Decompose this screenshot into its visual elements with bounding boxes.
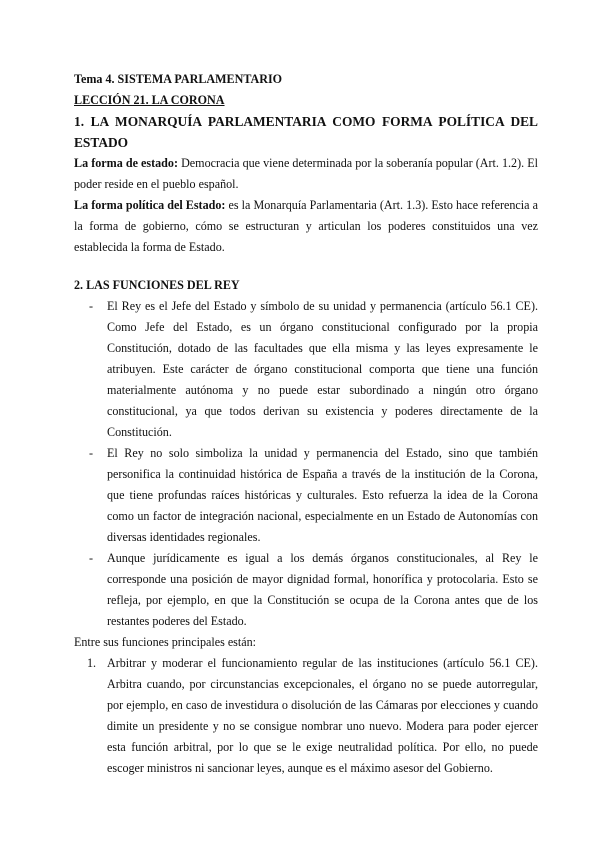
list-item: - El Rey no solo simboliza la unidad y permanencia del Estado, sino que también personifica la continuidad histórica de España a través de la institución de la Corona, que tiene profundas raíces históricas y culturales. Esto refuerza la idea de la Corona como un factor de integración nacional, especialmente en un Estado de Autonomías con diversas identidades regionales. bbox=[89, 446, 538, 544]
lesson-title: LECCIÓN 21. LA CORONA bbox=[74, 93, 225, 107]
list-item bbox=[74, 653, 538, 779]
bullet-text: Aunque jurídicamente es igual a los demás órganos constitucionales, al Rey le corresponde una posición de mayor dignidad formal, honorífica y protocolaria. Esto se refleja, por ejemplo, en que la Constitución se ocupa de la Corona antes que de los restantes poderes del Estado. bbox=[107, 551, 538, 628]
list-item: - Aunque jurídicamente es igual a los demás órganos constitucionales, al Rey le corresponde una posición de mayor dignidad formal, honorífica y protocolaria. Esto se refleja, por ejemplo, en que la Constitución se ocupa de la Corona antes que de los restantes poderes del Estado. bbox=[89, 551, 538, 628]
list-item: - El Rey es el Jefe del Estado y símbolo de su unidad y permanencia (artículo 56.1 CE). Como Jefe del Estado, es un órgano constitucional configurado por la propia Constitución, dotado de las facultades que ella misma y las leyes expresamente le atribuyen. Este carácter de órgano constitucional comporta que tiene una función materialmente autónoma y no puede estar subordinado a ningún otro órgano constitucional, ya que todos derivan su existencia y poderes directamente de la Constitución. bbox=[89, 299, 538, 439]
bullet-text: El Rey es el Jefe del Estado y símbolo de su unidad y permanencia (artículo 56.1 CE). Como Jefe del Estado, es un órgano constitucional configurado por la propia Constitución, dotado de las facultades que ella misma y las leyes expresamente le atribuyen. Este carácter de órgano constitucional comporta que tiene una función materialmente autónoma y no puede estar subordinado a ningún otro órgano constitucional, ya que todos derivan su existencia y poderes directamente de la Constitución. bbox=[107, 299, 538, 439]
function-number: 1. bbox=[87, 656, 97, 670]
political-form-label: La forma política del Estado: bbox=[74, 198, 226, 212]
section1-heading: 1. LA MONARQUÍA PARLAMENTARIA COMO FORMA POLÍTICA DEL ESTADO bbox=[74, 114, 538, 150]
state-form-label: La forma de estado: bbox=[74, 156, 178, 170]
state-form-text: Democracia que viene determinada por la soberanía popular (Art. 1.2). El poder reside en el pueblo español. bbox=[74, 156, 538, 191]
political-form-text: es la Monarquía Parlamentaria (Art. 1.3). Esto hace referencia a la forma de gobierno, cómo se estructuran y articulan los poderes constituidos una vez establecida la forma de Estado. bbox=[74, 198, 538, 254]
political-form-paragraph bbox=[74, 195, 538, 258]
topic-title: Tema 4. SISTEMA PARLAMENTARIO bbox=[74, 72, 283, 86]
bullet-text: El Rey no solo simboliza la unidad y permanencia del Estado, sino que también personifica la continuidad histórica de España a través de la institución de la Corona, que tiene profundas raíces históricas y culturales. Esto refuerza la idea de la Corona como un factor de integración nacional, especialmente en un Estado de Autonomías con diversas identidades regionales. bbox=[107, 446, 538, 544]
king-bullet-list bbox=[74, 296, 538, 632]
state-form-paragraph bbox=[74, 153, 538, 195]
functions-intro: Entre sus funciones principales están: bbox=[74, 635, 257, 649]
functions-list bbox=[74, 653, 538, 779]
section2-heading: 2. LAS FUNCIONES DEL REY bbox=[74, 278, 240, 292]
function-text: Arbitrar y moderar el funcionamiento regular de las instituciones (artículo 56.1 CE). Arbitra cuando, por circunstancias excepcionales, el órgano no se puede autorregular, por ejemplo, en caso de investidura o disolución de las Cámaras por elecciones y cuando dimite un presidente y no se consigue nombrar uno nuevo. Modera para poder ejercer esta función arbitral, por lo que se le exige neutralidad política. Por ello, no puede escoger ministros ni sancionar leyes, aunque es el máximo asesor del Gobierno. bbox=[107, 656, 538, 775]
